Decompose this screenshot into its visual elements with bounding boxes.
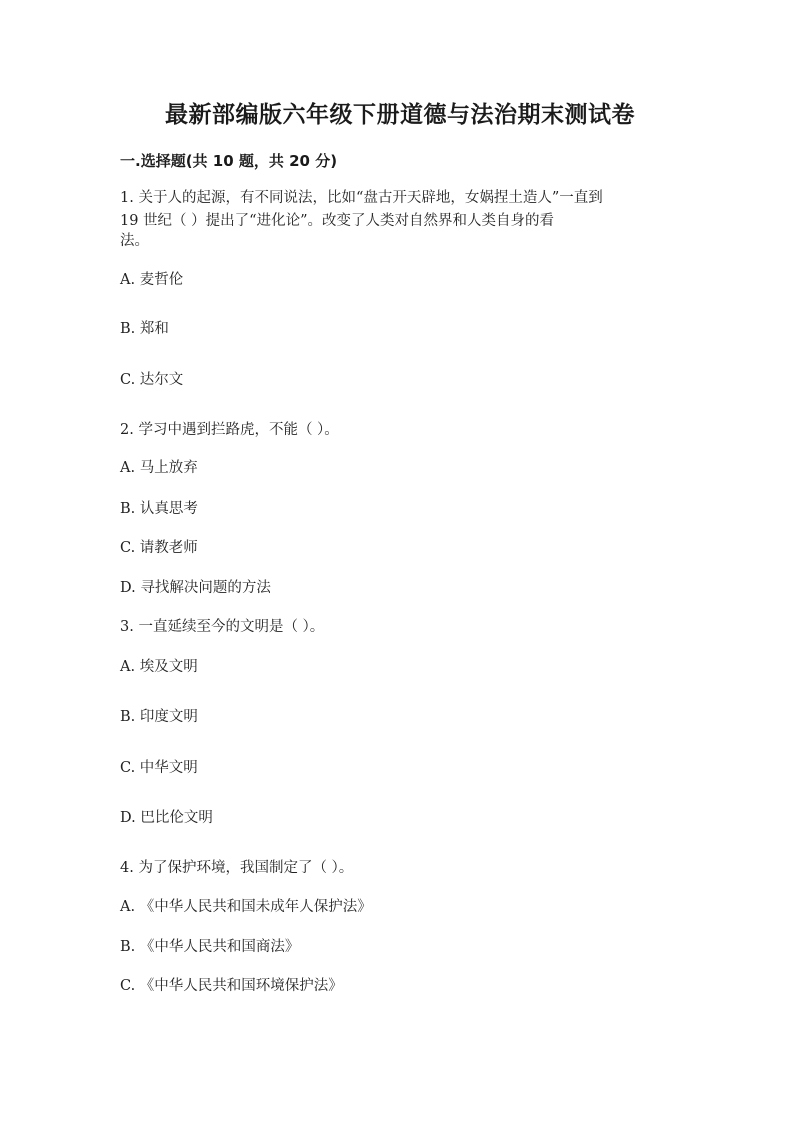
question-3-option-a: A. 埃及文明 [120, 659, 198, 675]
question-1-stem-line-3: 法。 [120, 233, 149, 249]
question-2-option-b: B. 认真思考 [120, 501, 198, 517]
question-2-option-d: D. 寻找解决问题的方法 [120, 580, 271, 596]
question-1-option-c: C. 达尔文 [120, 372, 184, 388]
question-2-option-a: A. 马上放弃 [120, 460, 198, 476]
question-3-option-d: D. 巴比伦文明 [120, 810, 213, 826]
question-4-option-c: C. 《中华人民共和国环境保护法》 [120, 978, 343, 994]
question-2-stem: 2. 学习中遇到拦路虎，不能（ ）。 [120, 422, 339, 438]
question-3-stem: 3. 一直延续至今的文明是（ ）。 [120, 619, 325, 635]
question-1-stem-line-2: 19 世纪（ ）提出了“进化论”。改变了人类对自然界和人类自身的看 [120, 213, 554, 229]
question-3-option-b: B. 印度文明 [120, 709, 198, 725]
section-heading: 一.选择题(共 10 题，共 20 分) [120, 152, 338, 170]
question-1-stem-line-1: 1. 关于人的起源，有不同说法，比如“盘古开天辟地，女娲捏土造人”一直到 [120, 190, 603, 206]
exam-title: 最新部编版六年级下册道德与法治期末测试卷 [165, 101, 635, 128]
question-4-stem: 4. 为了保护环境，我国制定了（ ）。 [120, 860, 354, 876]
question-4-option-b: B. 《中华人民共和国商法》 [120, 939, 300, 955]
question-2-option-c: C. 请教老师 [120, 540, 198, 556]
question-1-option-b: B. 郑和 [120, 321, 169, 337]
question-4-option-a: A. 《中华人民共和国未成年人保护法》 [120, 899, 372, 915]
question-3-option-c: C. 中华文明 [120, 760, 198, 776]
question-1-option-a: A. 麦哲伦 [120, 272, 184, 288]
